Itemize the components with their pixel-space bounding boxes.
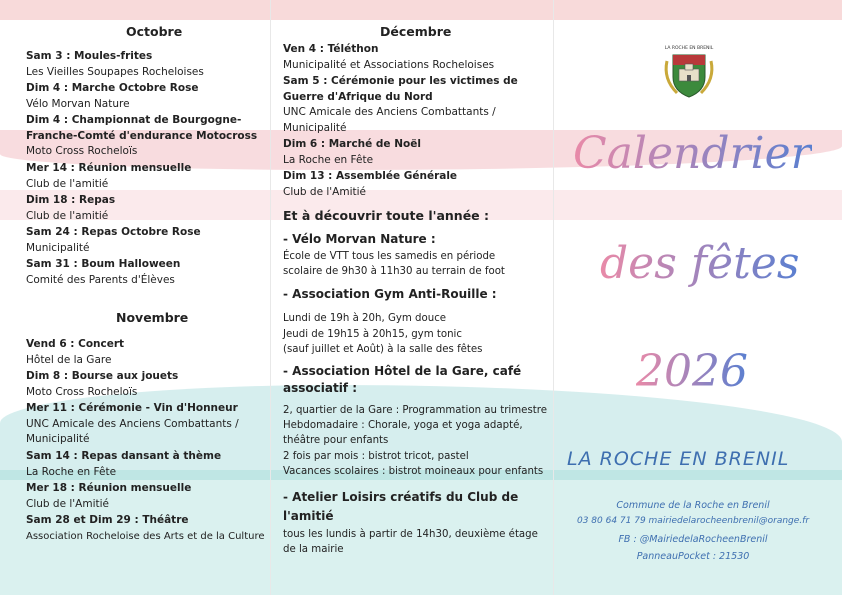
activity-text: (sauf juillet et Août) à la salle des fêtes bbox=[283, 344, 483, 355]
event-entry: Mer 11 : Cérémonie - Vin d'Honneur UNC Amicale des Anciens Combattants / Municipalité bbox=[26, 402, 239, 446]
activity-text: tous les lundis à partir de 14h30, deuxième étage bbox=[283, 529, 538, 540]
event-entry: Dim 6 : Marché de Noël La Roche en Fête bbox=[283, 138, 421, 166]
activity-text: 2, quartier de la Gare : Programmation au trimestre bbox=[283, 405, 547, 416]
event-entry: Sam 24 : Repas Octobre Rose Municipalité bbox=[26, 226, 201, 254]
activity-text: Jeudi de 19h15 à 20h15, gym tonic bbox=[283, 329, 462, 340]
event-entry: Mer 18 : Réunion mensuelle Club de l'Amitié bbox=[26, 482, 192, 510]
activity-text: Vacances scolaires : bistrot moineaux pour enfants bbox=[283, 466, 544, 477]
event-entry: Mer 14 : Réunion mensuelle Club de l'amitié bbox=[26, 162, 192, 190]
fold-line-left bbox=[270, 0, 271, 595]
event-entry: Dim 18 : Repas Club de l'amitié bbox=[26, 194, 116, 222]
event-entry: Ven 4 : Téléthon Municipalité et Associations Rocheloises bbox=[283, 43, 495, 71]
event-entry: Vend 6 : Concert Hôtel de la Gare bbox=[26, 338, 125, 366]
title-year: 2026 bbox=[636, 346, 748, 397]
village-crest-logo bbox=[657, 43, 721, 99]
activity-title: associatif : bbox=[283, 381, 357, 395]
month-heading-decembre: Décembre bbox=[380, 24, 452, 39]
activity-text: Hebdomadaire : Chorale, yoga et yoga adapté, bbox=[283, 420, 523, 431]
event-entry: Sam 31 : Boum Halloween Comité des Parents d'Élèves bbox=[26, 258, 181, 286]
svg-text:LA ROCHE EN BRENIL: LA ROCHE EN BRENIL bbox=[664, 46, 714, 51]
contact-phone-email: 03 80 64 71 79 mairiedelarocheenbrenil@orange.fr bbox=[576, 516, 810, 526]
contact-name: Commune de la Roche en Brenil bbox=[616, 500, 770, 511]
activity-text: École de VTT tous les samedis en période bbox=[283, 251, 496, 262]
title-calendrier: Calendrier bbox=[573, 128, 812, 179]
activity-text: 2 fois par mois : bistrot tricot, pastel bbox=[283, 451, 469, 462]
contact-facebook: FB : @MairiedelaRocheenBrenil bbox=[618, 534, 768, 545]
event-entry: Sam 5 : Cérémonie pour les victimes de Guerre d'Afrique du Nord UNC Amicale des Anciens Combattants / Municipalité bbox=[283, 75, 518, 134]
fold-line-right bbox=[553, 0, 554, 595]
activity-title: - Association Hôtel de la Gare, café bbox=[283, 364, 522, 378]
year-round-heading: Et à découvrir toute l'année : bbox=[283, 208, 490, 223]
activity-text: Lundi de 19h à 20h, Gym douce bbox=[283, 313, 447, 324]
month-heading-octobre: Octobre bbox=[126, 24, 183, 39]
event-entry: Dim 13 : Assemblée Générale Club de l'Amitié bbox=[283, 170, 458, 198]
event-entry: Sam 28 et Dim 29 : Théâtre Association Rocheloise des Arts et de la Culture bbox=[26, 514, 265, 542]
event-entry: Dim 8 : Bourse aux jouets Moto Cross Rocheloïs bbox=[26, 370, 179, 398]
activity-title: - Association Gym Anti-Rouille : bbox=[283, 287, 497, 301]
activity-text: scolaire de 9h30 à 11h30 au terrain de foot bbox=[283, 266, 505, 277]
activity-text: théâtre pour enfants bbox=[283, 435, 389, 446]
event-entry: Dim 4 : Marche Octobre Rose Vélo Morvan Nature bbox=[26, 82, 199, 110]
event-entry: Dim 4 : Championnat de Bourgogne-Franche-Comté d'endurance Motocross Moto Cross Rocheloïs bbox=[26, 114, 258, 158]
title-des-fetes: des fêtes bbox=[600, 238, 800, 289]
activity-title: - Atelier Loisirs créatifs du Club de bbox=[283, 490, 519, 504]
event-entry: Sam 14 : Repas dansant à thème La Roche en Fête bbox=[26, 450, 222, 478]
activity-text: de la mairie bbox=[283, 544, 344, 555]
event-entry: Sam 3 : Moules-frites Les Vieilles Soupapes Rocheloises bbox=[26, 50, 204, 78]
contact-panneaupocket: PanneauPocket : 21530 bbox=[636, 551, 750, 562]
village-name: LA ROCHE EN BRENIL bbox=[567, 448, 790, 470]
month-heading-novembre: Novembre bbox=[116, 310, 189, 325]
activity-title: l'amitié bbox=[283, 509, 334, 523]
activity-title: - Vélo Morvan Nature : bbox=[283, 232, 436, 246]
